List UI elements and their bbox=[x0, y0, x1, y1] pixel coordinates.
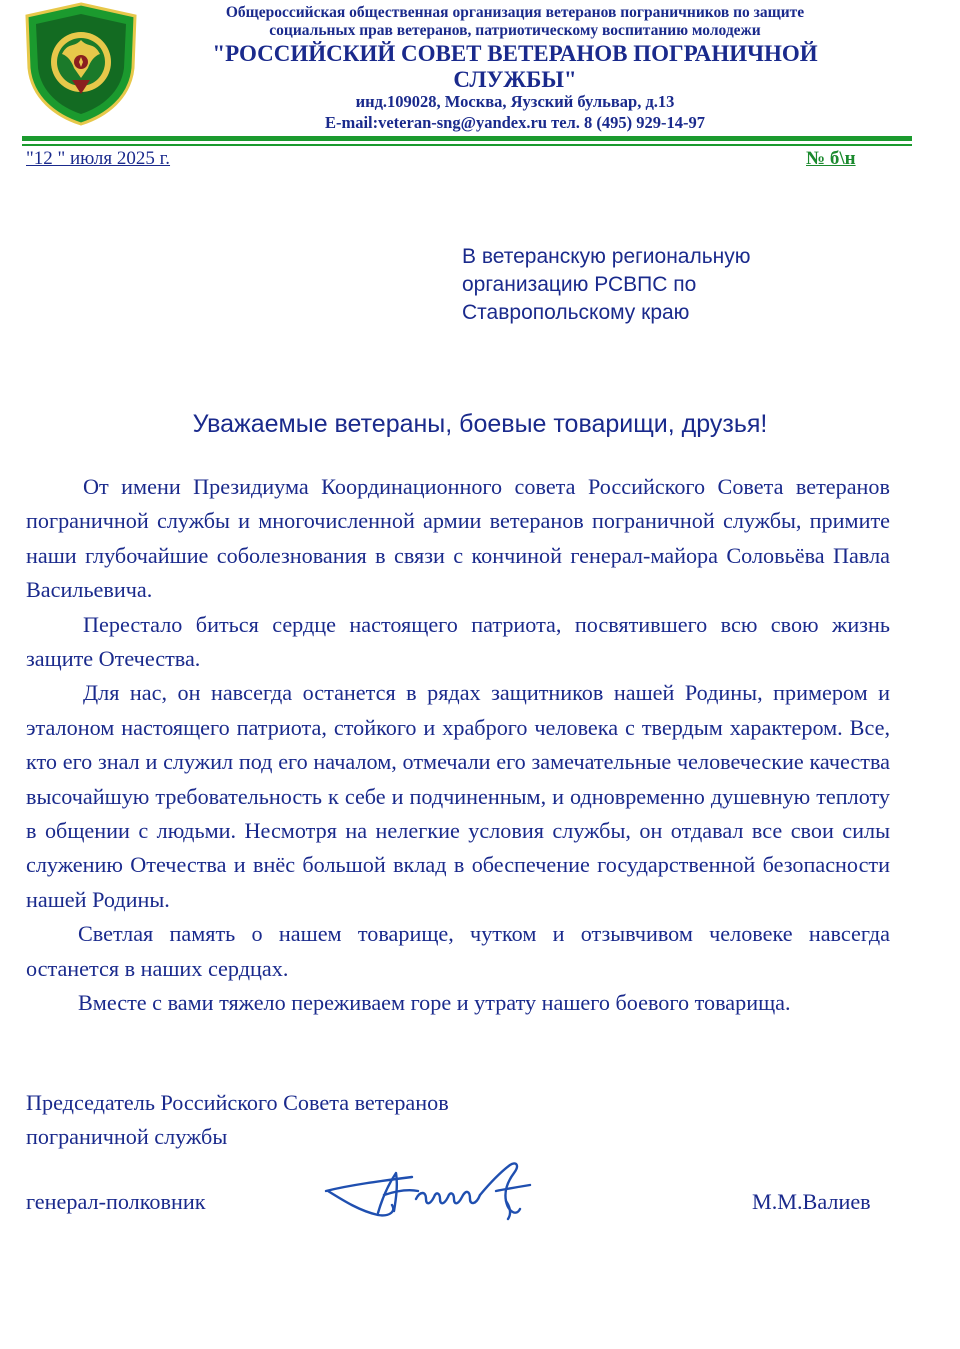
letter-body bbox=[26, 470, 890, 1021]
addressee-line1: В ветеранскую региональную bbox=[462, 245, 751, 268]
org-description-line1: Общероссийская общественная организация ветеранов пограничников по защите bbox=[225, 4, 805, 21]
signatory-title-line1: Председатель Российского Совета ветеранов bbox=[26, 1090, 449, 1115]
body-paragraph-3: Для нас, он навсегда останется в рядах защитников нашей Родины, примером и эталоном настоящего патриота, стойкого и храброго человека с твердым характером. Все, кто его знал и служил под его началом, отмечали его замечательные человеческие качества высочайшую требовательность к себе и подчиненным, и одновременно душевную теплоту в общении с людьми. Несмотря на нелегкие условия службы, он отдавал все свои силы служению Отечества и внёс большой вклад в обеспечение государственной безопасности нашей Родины. bbox=[26, 680, 890, 912]
org-name-line1: "РОССИЙСКИЙ СОВЕТ ВЕТЕРАНОВ ПОГРАНИЧНОЙ bbox=[212, 41, 818, 66]
org-name-line2: СЛУЖБЫ" bbox=[453, 67, 577, 92]
letter-date: "12 " июля 2025 г. bbox=[26, 148, 171, 169]
addressee-line2: организацию РСВПС по bbox=[462, 273, 697, 296]
addressee-block bbox=[462, 243, 822, 327]
greeting: Уважаемые ветераны, боевые товарищи, друзья! bbox=[192, 410, 768, 438]
signatory-title bbox=[26, 1086, 449, 1154]
org-address: инд.109028, Москва, Яузский бульвар, д.13 bbox=[355, 92, 675, 111]
body-paragraph-2: Перестало биться сердце настоящего патриота, посвятившего всю свою жизнь защите Отечества. bbox=[26, 611, 890, 672]
header-rule-thick bbox=[22, 136, 912, 141]
signatory-rank: генерал-полковник bbox=[26, 1189, 206, 1214]
handwritten-signature bbox=[320, 1155, 542, 1227]
addressee-line3: Ставропольскому краю bbox=[462, 301, 690, 324]
signatory-name: М.М.Валиев bbox=[752, 1189, 871, 1214]
border-guard-emblem-icon bbox=[22, 2, 140, 126]
signatory-title-line2: пограничной службы bbox=[26, 1124, 228, 1149]
body-paragraph-1: От имени Президиума Координационного совета Российского Совета ветеранов пограничной службы и многочисленной армии ветеранов пограничной службы, примите наши глубочайшие соболезнования в связи с кончиной генерал-майора Соловьёва Павла Васильевича. bbox=[26, 474, 890, 603]
header-rule-thin bbox=[22, 144, 912, 146]
letter-number: № б\н bbox=[806, 148, 856, 169]
body-paragraph-5: Вместе с вами тяжело переживаем горе и утрату нашего боевого товарища. bbox=[78, 990, 791, 1016]
body-paragraph-4: Светлая память о нашем товарище, чутком и отзывчивом человеке навсегда останется в наших сердцах. bbox=[26, 921, 890, 981]
org-description-line2: социальных прав ветеранов, патриотическому воспитанию молодежи bbox=[269, 22, 761, 39]
org-contacts: E-mail:veteran-sng@yandex.ru тел. 8 (495) 929-14-97 bbox=[324, 113, 706, 132]
